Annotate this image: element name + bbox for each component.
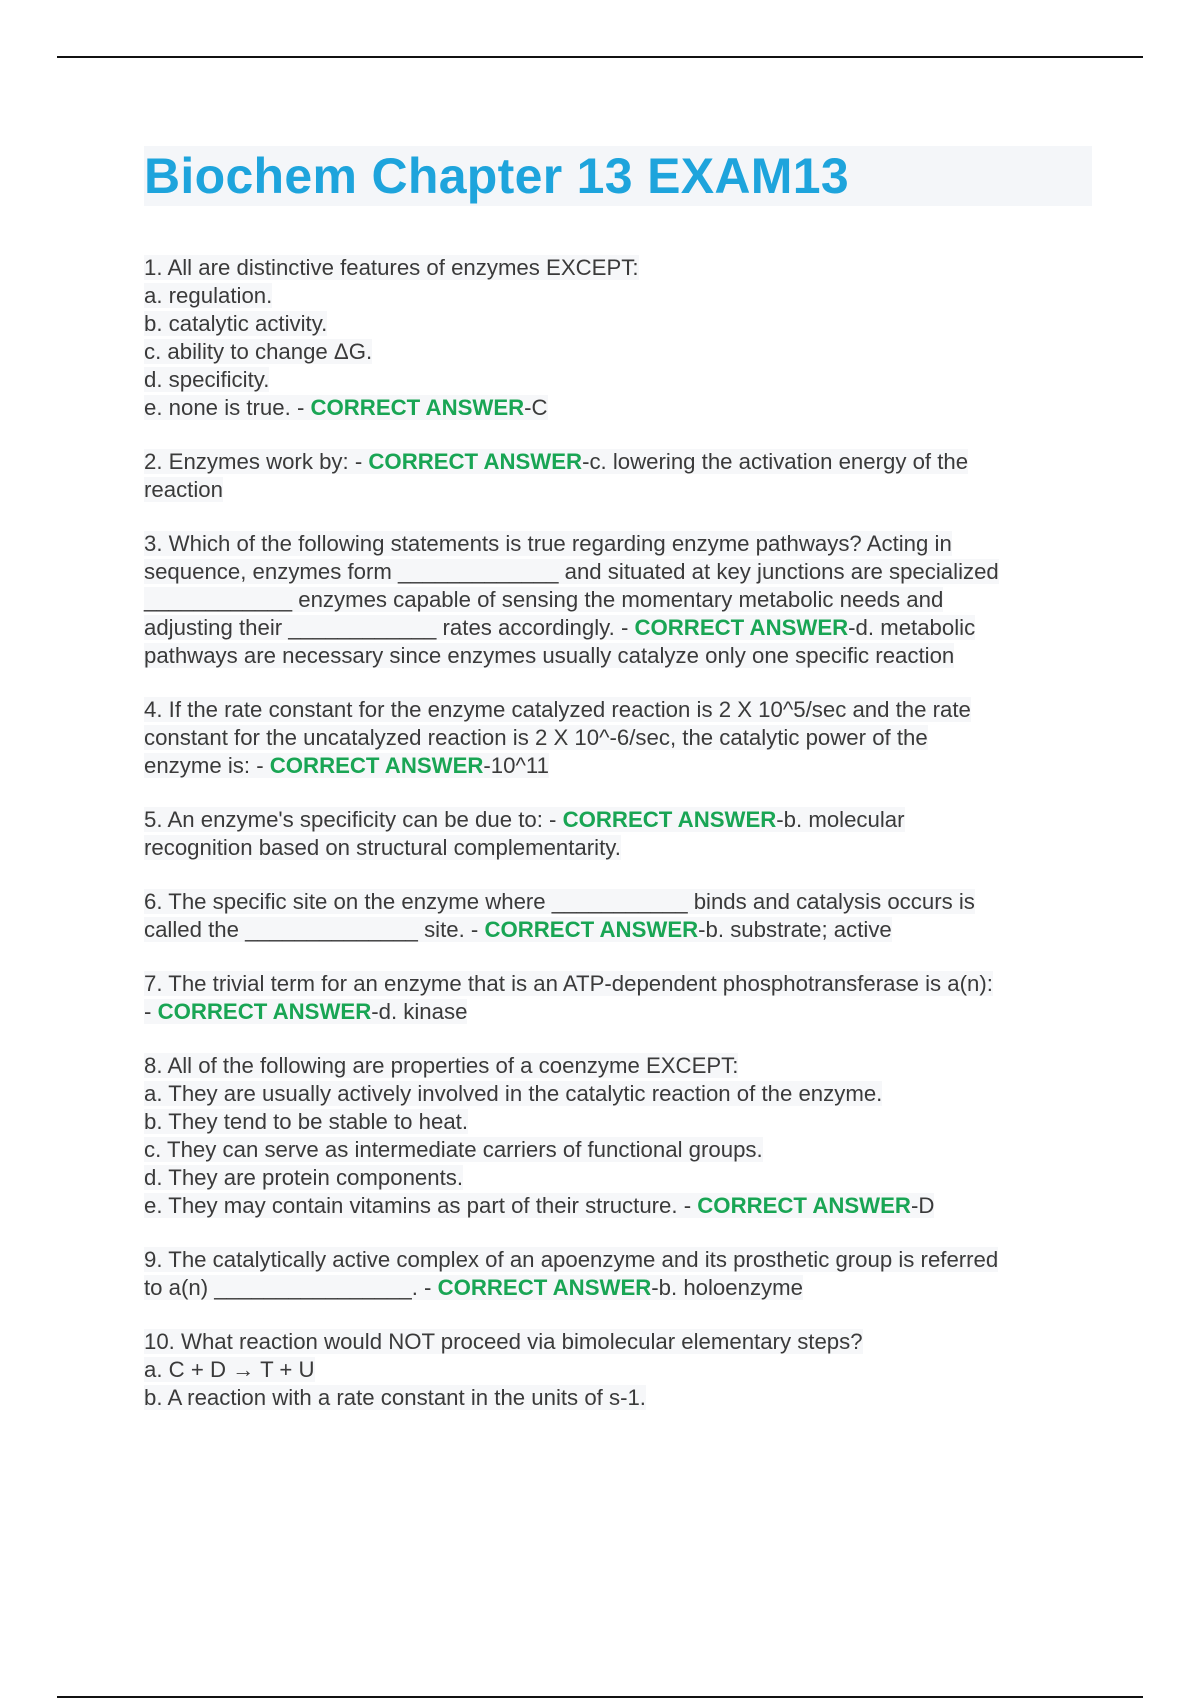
question-text [144, 1328, 1094, 1356]
answer-line-text [144, 615, 975, 640]
question-text [144, 254, 1094, 282]
answer-continuation [144, 642, 1094, 670]
continuation-text: recognition based on structural complementarity. [144, 835, 621, 860]
correct-answer-label: CORRECT ANSWER [157, 999, 372, 1024]
line-text: constant for the uncatalyzed reaction is 2 X 10^-6/sec, the catalytic power of the [144, 725, 928, 750]
question-line [144, 1356, 1094, 1384]
answer-line [144, 394, 1094, 422]
answer-line [144, 752, 1094, 780]
question-text [144, 530, 1094, 558]
line-text: 1. All are distinctive features of enzymes EXCEPT: [144, 255, 639, 280]
answer-line-text [144, 395, 548, 420]
line-text: 4. If the rate constant for the enzyme catalyzed reaction is 2 X 10^5/sec and the rate [144, 697, 971, 722]
question-line [144, 366, 1094, 394]
line-text: d. They are protein components. [144, 1165, 464, 1190]
question-item [144, 448, 1094, 504]
question-item [144, 1328, 1094, 1412]
line-text: 3. Which of the following statements is true regarding enzyme pathways? Acting in [144, 531, 952, 556]
answer-value: -b. holoenzyme [651, 1275, 803, 1300]
question-line [144, 558, 1094, 586]
answer-line-text [144, 1275, 803, 1300]
correct-answer-label: CORRECT ANSWER [634, 615, 849, 640]
correct-answer-label: CORRECT ANSWER [368, 449, 583, 474]
question-line [144, 724, 1094, 752]
correct-answer-label: CORRECT ANSWER [697, 1193, 911, 1218]
document-title: Biochem Chapter 13 EXAM13 [144, 148, 849, 204]
answer-prefix: e. They may contain vitamins as part of their structure. - [144, 1193, 698, 1218]
answer-line [144, 998, 1094, 1026]
answer-line [144, 448, 1094, 476]
question-text [144, 1052, 1094, 1080]
continuation-text: pathways are necessary since enzymes usually catalyze only one specific reaction [144, 643, 955, 668]
answer-line-text [144, 449, 968, 474]
answer-line-text [144, 807, 905, 832]
question-item [144, 806, 1094, 862]
line-text: c. ability to change ΔG. [144, 339, 373, 364]
correct-answer-label: CORRECT ANSWER [484, 917, 699, 942]
line-text: a. They are usually actively involved in the catalytic reaction of the enzyme. [144, 1081, 883, 1106]
line-text: c. They can serve as intermediate carriers of functional groups. [144, 1137, 763, 1162]
question-line [144, 338, 1094, 366]
answer-line [144, 916, 1094, 944]
title-band [144, 146, 1092, 206]
line-text: 9. The catalytically active complex of an apoenzyme and its prosthetic group is referred [144, 1247, 999, 1272]
line-text: d. specificity. [144, 367, 270, 392]
question-line [144, 1136, 1094, 1164]
line-text: a. C + D → T + U [144, 1357, 315, 1382]
answer-prefix: - [144, 999, 158, 1024]
line-text: b. catalytic activity. [144, 311, 328, 336]
answer-value: -c. lowering the activation energy of the [582, 449, 969, 474]
answer-value: -D [910, 1193, 935, 1218]
answer-prefix: 5. An enzyme's specificity can be due to: - [144, 807, 563, 832]
correct-answer-label: CORRECT ANSWER [437, 1275, 652, 1300]
answer-line-text [144, 753, 549, 778]
question-item [144, 970, 1094, 1026]
question-line [144, 282, 1094, 310]
line-text: a. regulation. [144, 283, 273, 308]
line-text: sequence, enzymes form _____________ and situated at key junctions are specialized [144, 559, 999, 584]
answer-line-text [144, 999, 467, 1024]
answer-value: -C [524, 395, 548, 420]
answer-line-text [144, 1193, 934, 1218]
answer-value: -d. metabolic [848, 615, 976, 640]
answer-line [144, 1274, 1094, 1302]
answer-prefix: called the ______________ site. - [144, 917, 485, 942]
question-line [144, 1080, 1094, 1108]
answer-value: -b. substrate; active [698, 917, 892, 942]
question-text [144, 1246, 1094, 1274]
answer-value: -10^11 [483, 753, 549, 778]
answer-prefix: enzyme is: - [144, 753, 270, 778]
question-text [144, 696, 1094, 724]
answer-continuation [144, 476, 1094, 504]
answer-continuation [144, 834, 1094, 862]
question-text [144, 888, 1094, 916]
line-text: ____________ enzymes capable of sensing the momentary metabolic needs and [144, 587, 944, 612]
question-item [144, 696, 1094, 780]
question-item [144, 530, 1094, 670]
question-line [144, 1164, 1094, 1192]
line-text: 7. The trivial term for an enzyme that is an ATP-dependent phosphotransferase is a(n): [144, 971, 993, 996]
line-text: 8. All of the following are properties of a coenzyme EXCEPT: [144, 1053, 739, 1078]
line-text: b. A reaction with a rate constant in the units of s-1. [144, 1385, 646, 1410]
top-rule [57, 56, 1143, 58]
correct-answer-label: CORRECT ANSWER [562, 807, 777, 832]
answer-line-text [144, 917, 892, 942]
answer-prefix: 2. Enzymes work by: - [144, 449, 369, 474]
answer-value: -b. molecular [776, 807, 905, 832]
line-text: 6. The specific site on the enzyme where ___________ binds and catalysis occurs is [144, 889, 975, 914]
answer-prefix: adjusting their ____________ rates accordingly. - [144, 615, 635, 640]
answer-line [144, 614, 1094, 642]
question-line [144, 586, 1094, 614]
question-list [144, 254, 1094, 1412]
question-line [144, 1384, 1094, 1412]
answer-prefix: e. none is true. - [144, 395, 311, 420]
answer-prefix: to a(n) ________________. - [144, 1275, 438, 1300]
line-text: 10. What reaction would NOT proceed via bimolecular elementary steps? [144, 1329, 863, 1354]
correct-answer-label: CORRECT ANSWER [269, 753, 484, 778]
question-item [144, 1246, 1094, 1302]
question-item [144, 254, 1094, 422]
answer-line [144, 1192, 1094, 1220]
question-item [144, 1052, 1094, 1220]
question-line [144, 310, 1094, 338]
answer-value: -d. kinase [371, 999, 468, 1024]
question-line [144, 1108, 1094, 1136]
bottom-rule [57, 1696, 1143, 1698]
answer-line [144, 806, 1094, 834]
question-text [144, 970, 1094, 998]
continuation-text: reaction [144, 477, 223, 502]
line-text: b. They tend to be stable to heat. [144, 1109, 469, 1134]
document-page [144, 146, 1094, 1438]
question-item [144, 888, 1094, 944]
correct-answer-label: CORRECT ANSWER [310, 395, 525, 420]
